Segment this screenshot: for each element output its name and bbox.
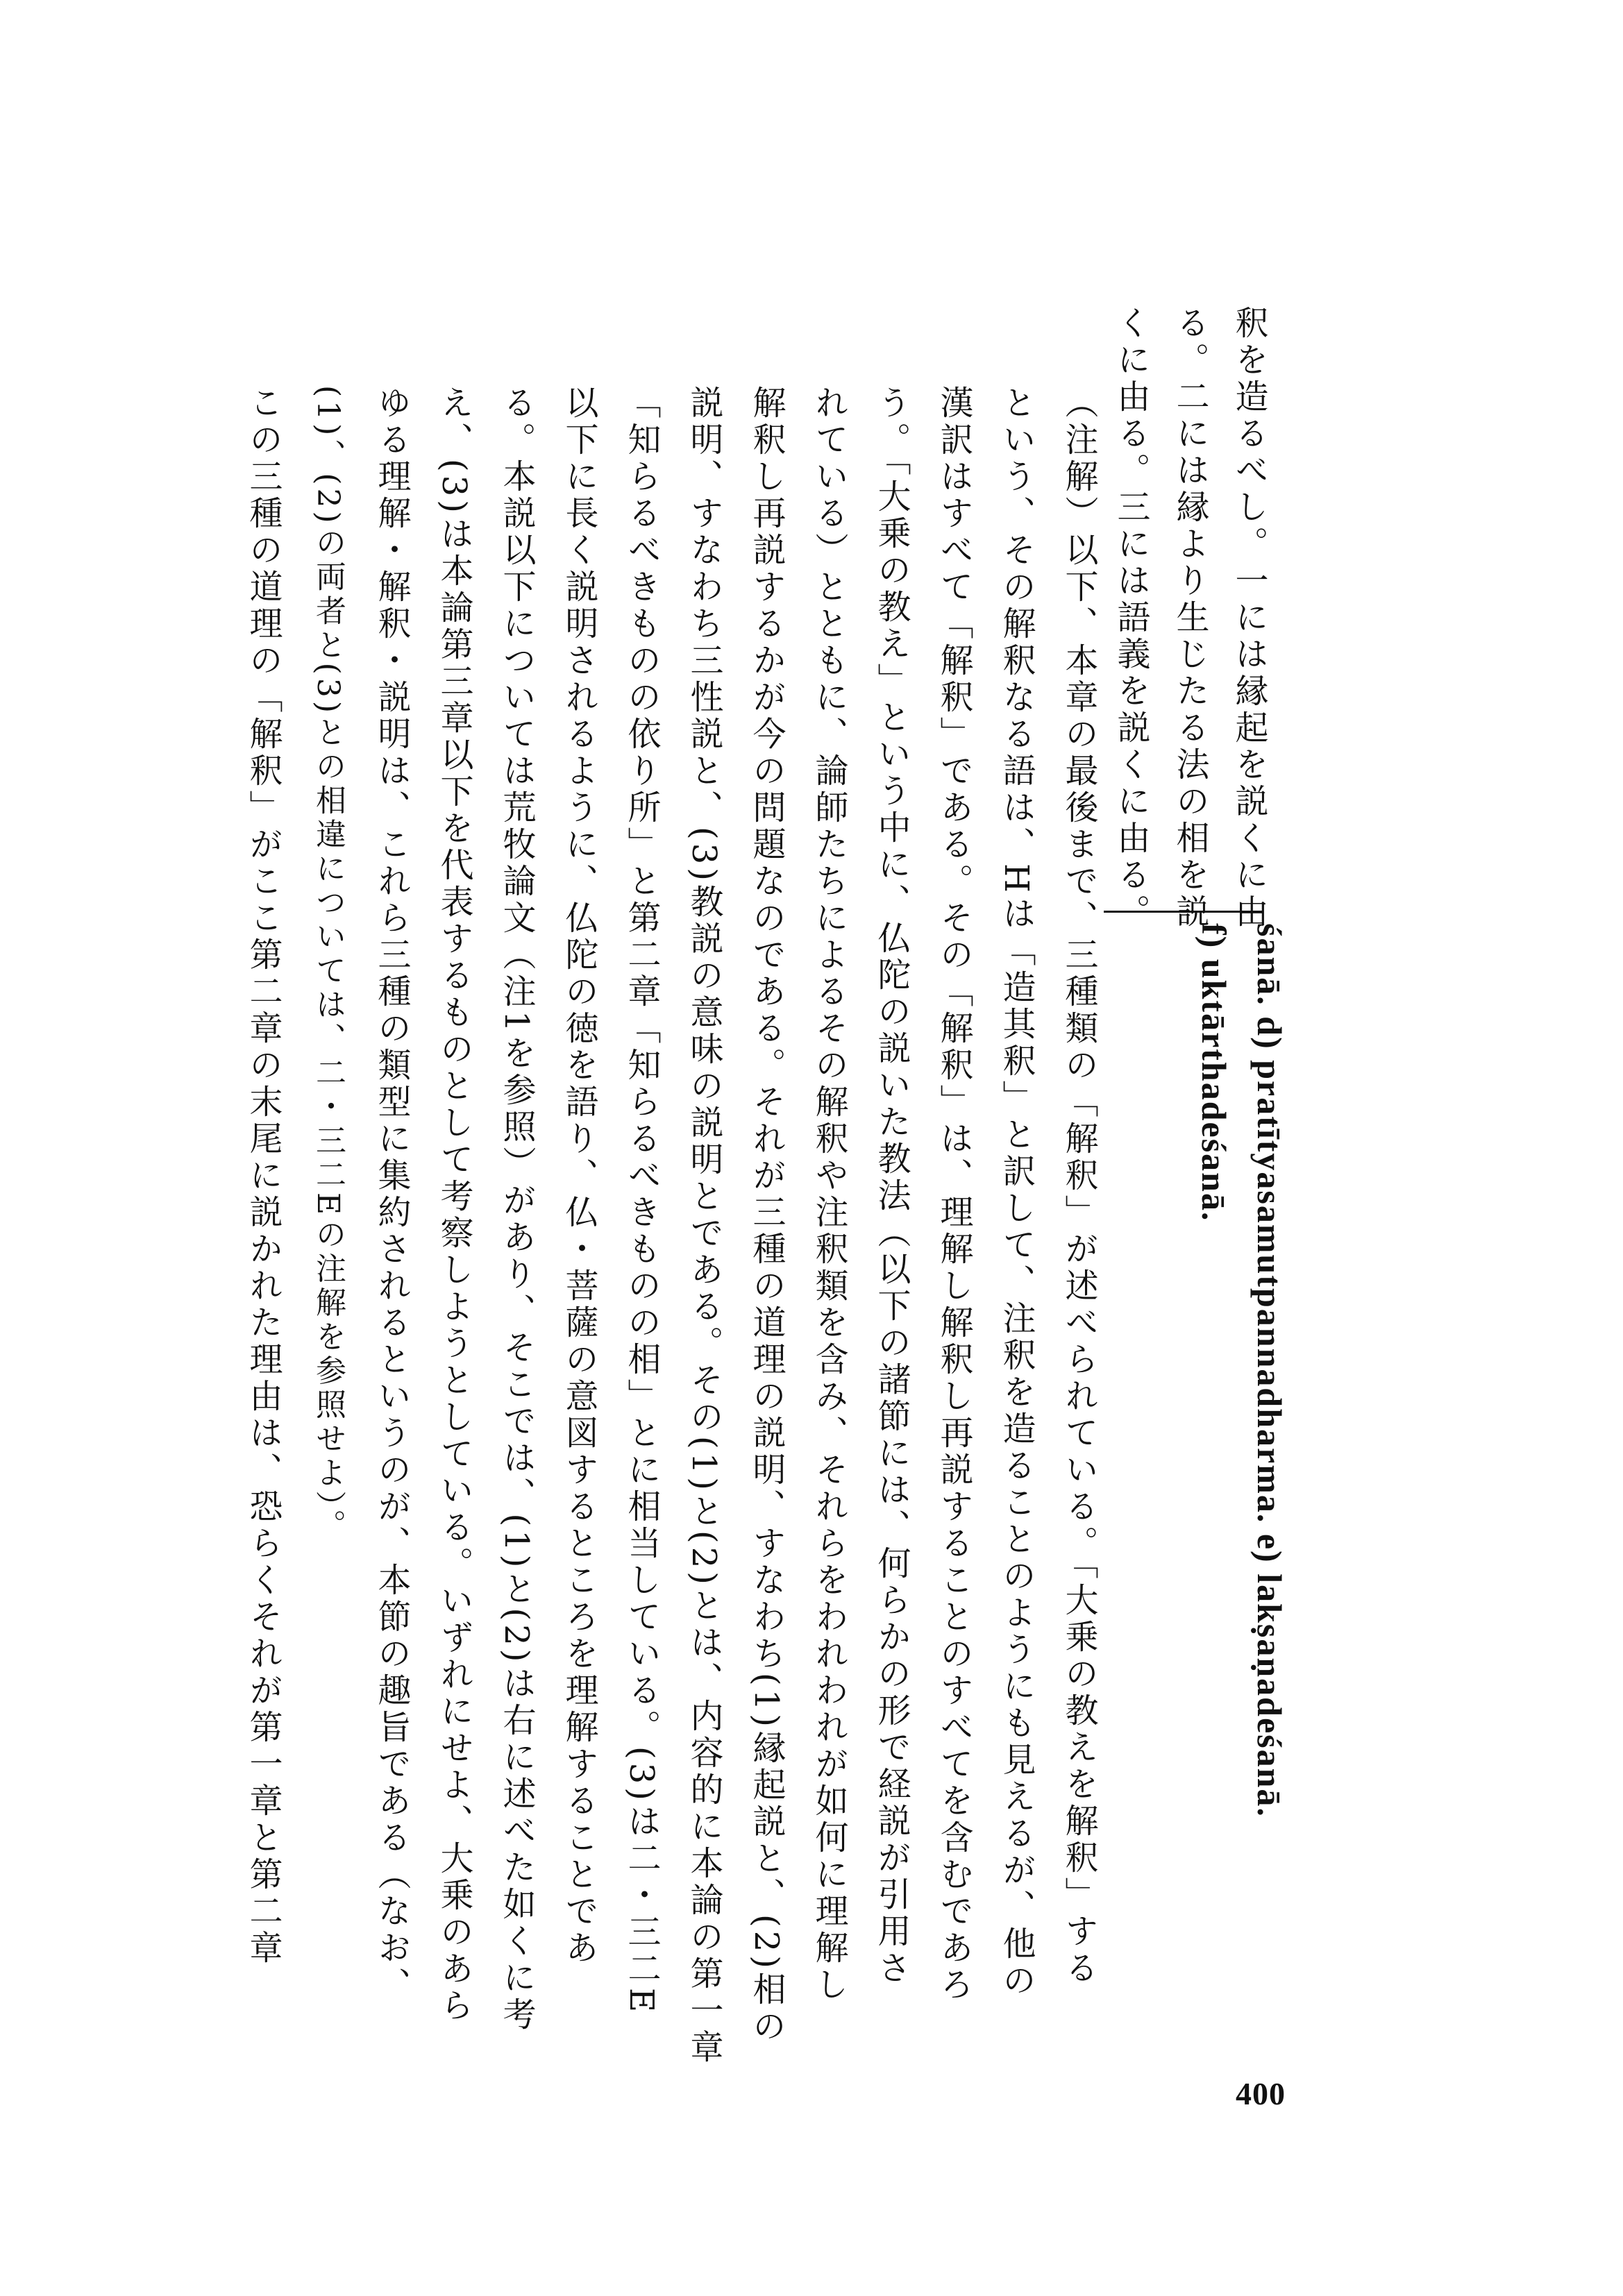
body-line: この三種の道理の「解釈」がここ第二章の末尾に説かれた理由は、恐らくそれが第一章と第二章 <box>244 385 283 1967</box>
body-line: (1)、(2)の両者と(3)との相違については、二・三二Eの注解を参照せよ）。 <box>310 385 346 1544</box>
body-line: う。「大乗の教え」という中に、仏陀の説いた教法（以下の諸節には、何らかの形で経説が引用さ <box>872 385 911 1987</box>
body-line: る。本説以下については荒牧論文（注1を参照）があり、そこでは、(1)と(2)は右に述べた如くに考 <box>497 385 536 2034</box>
note-quote-line: 釈を造るべし。一には縁起を説くに由 <box>1229 305 1268 931</box>
note-quote-line: る。二には縁より生じたる法の相を説 <box>1170 305 1209 931</box>
romanized-note-line: śanā. d) pratītyasamutpannadharma. e) lakṣaṇadeśanā. <box>1250 923 1289 1818</box>
body-line: 漢訳はすべて「解釈」である。その「解釈」は、理解し解釈し再説することのすべてを含むであろ <box>934 385 973 2004</box>
note-quote-line: くに由る。三には語義を説くに由る。 <box>1111 305 1150 931</box>
body-line: ゆる理解・解釈・説明は、これら三種の類型に集約されるというのが、本節の趣旨である（なお、 <box>372 385 411 2004</box>
body-line: 以下に長く説明されるように、仏陀の徳を語り、仏・菩薩の意図するところを理解することであ <box>560 385 598 1967</box>
body-line: え、(3)は本論第三章以下を代表するものとして考察しようとしている。いずれにせよ、大乗のあら <box>435 385 473 2025</box>
body-line: れている）とともに、論師たちによるその解釈や注釈類を含み、それらをわれわれが如何に理解し <box>809 385 848 2004</box>
body-line: 解釈し再説するかが今の問題なのである。それが三種の道理の説明、すなわち(1)縁起説と、(2)相の <box>747 385 786 2045</box>
page-number: 400 <box>1236 2076 1286 2111</box>
body-line: という、その解釈なる語は、Hは「造其釈」と訳して、注釈を造ることのようにも見えるが、他の <box>997 385 1036 2000</box>
note-divider-rule <box>1104 911 1263 913</box>
body-line: 説明、すなわち三性説と、(3)教説の意味の説明とである。その(1)と(2)とは、内容的に本論の第一章 <box>684 385 723 2066</box>
romanized-note-line: f) uktārthadeśanā. <box>1195 923 1234 1222</box>
body-line: 「知らるべきものの依り所」と第二章「知らるべきものの相」とに相当している。(3)は二・三二E <box>622 385 661 2016</box>
body-line: （注解）以下、本章の最後まで、三種類の「解釈」が述べられている。「大乗の教えを解釈」する <box>1059 385 1098 1987</box>
